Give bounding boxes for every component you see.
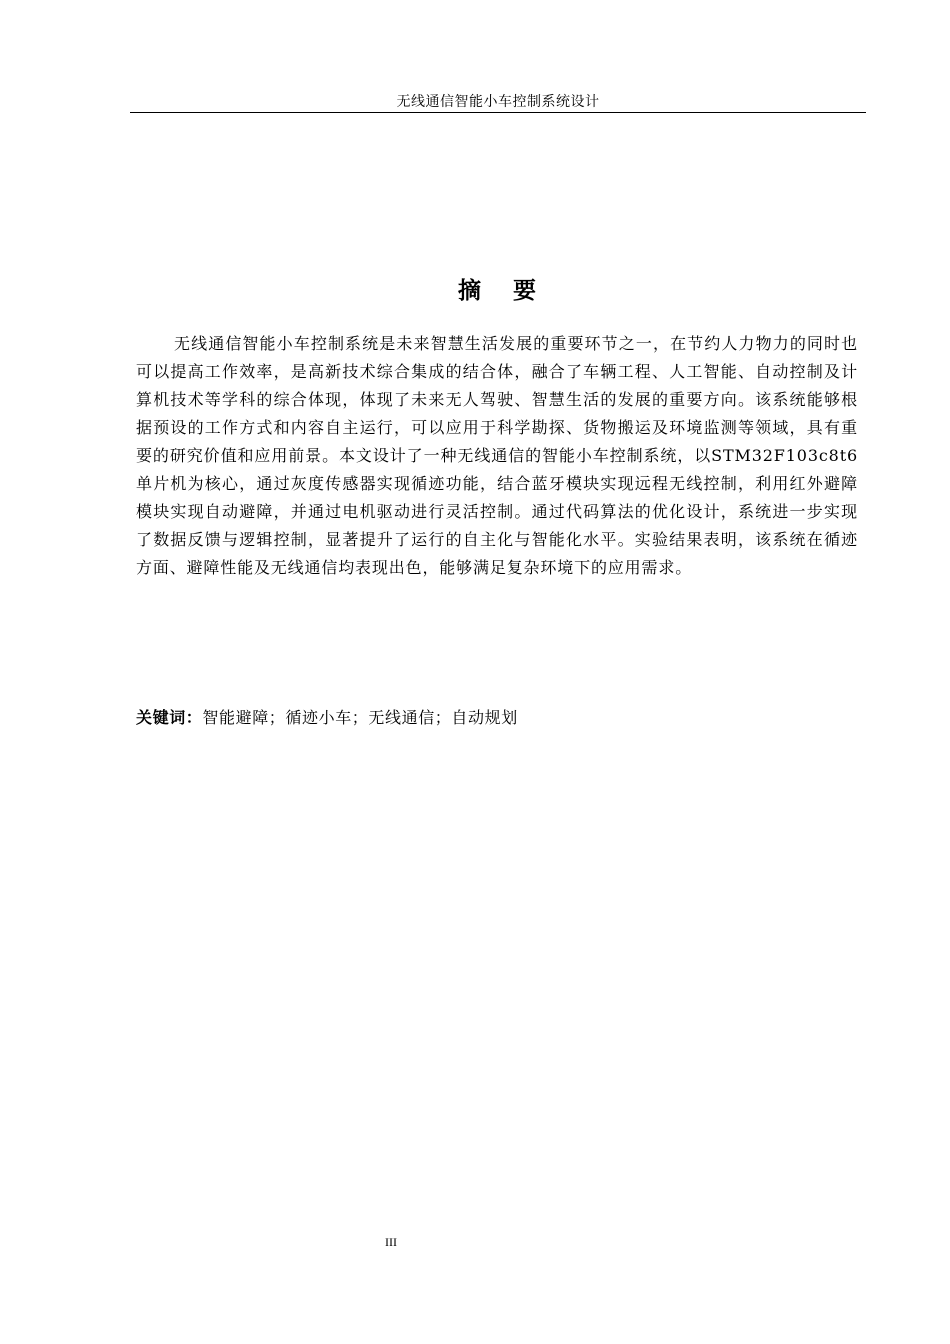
header-rule xyxy=(130,112,866,113)
running-header: 无线通信智能小车控制系统设计 xyxy=(396,94,600,110)
keywords-label: 关键词： xyxy=(136,708,203,727)
keywords-value: 智能避障；循迹小车；无线通信；自动规划 xyxy=(202,708,518,727)
page-number: III xyxy=(385,1235,397,1249)
abstract-heading: 摘 要 xyxy=(457,278,548,304)
keywords-line xyxy=(136,705,858,731)
abstract-body: 无线通信智能小车控制系统是未来智慧生活发展的重要环节之一，在节约人力物力的同时也可以提高工作效率，是高新技术综合集成的结合体，融合了车辆工程、人工智能、自动控制及计算机技术等学科的综合体现，体现了未来无人驾驶、智慧生活的发展的重要方向。该系统能够根据预设的工作方式和内容自主运行，可以应用于科学勘探、货物搬运及环境监测等领域，具有重要的研究价值和应用前景。本文设计了一种无线通信的智能小车控制系统，以STM32F103c8t6单片机为核心，通过灰度传感器实现循迹功能，结合蓝牙模块实现远程无线控制，利用红外避障模块实现自动避障，并通过电机驱动进行灵活控制。通过代码算法的优化设计，系统进一步实现了数据反馈与逻辑控制，显著提升了运行的自主化与智能化水平。实验结果表明，该系统在循迹方面、避障性能及无线通信均表现出色，能够满足复杂环境下的应用需求。 xyxy=(136,334,858,577)
